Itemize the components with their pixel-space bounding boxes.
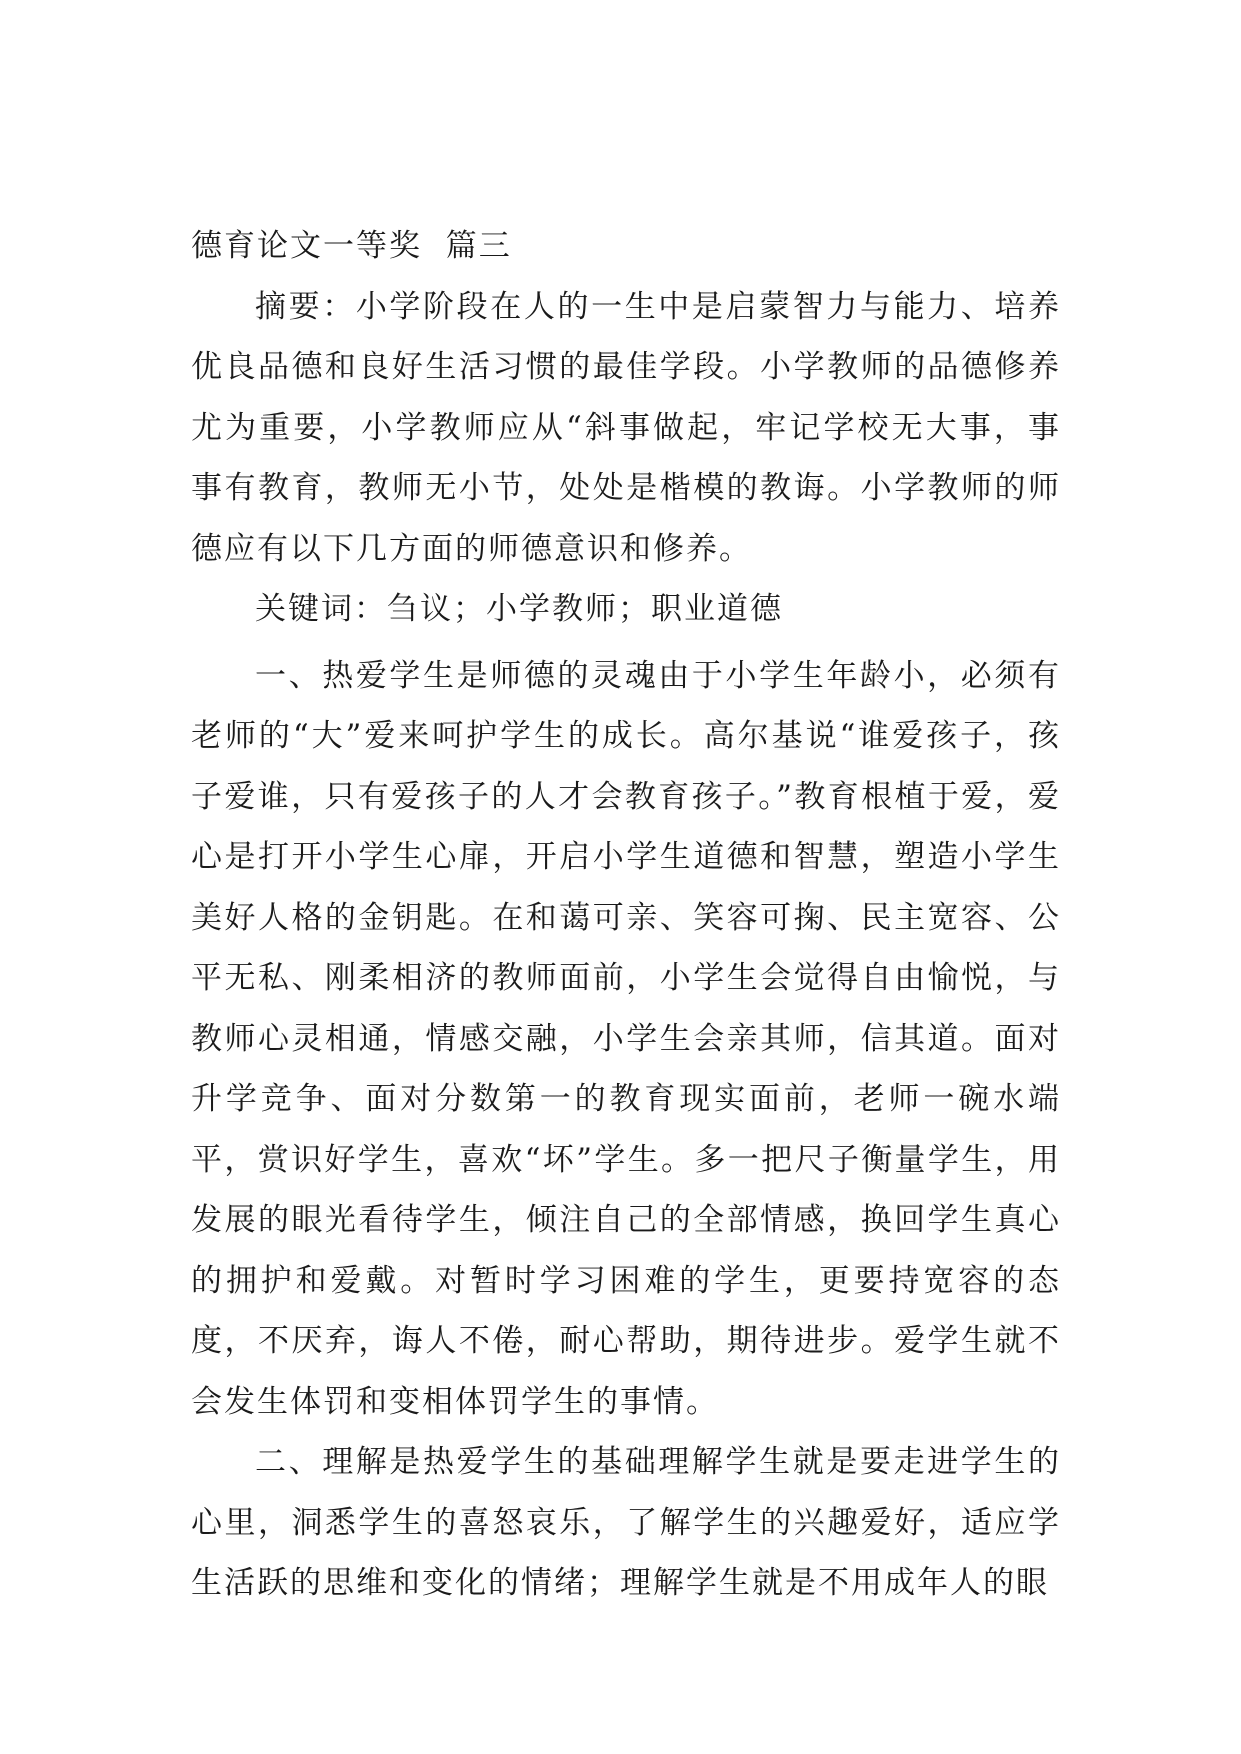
document-body (191, 216, 1061, 1614)
abstract-paragraph: 摘要：小学阶段在人的一生中是启蒙智力与能力、培养优良品德和良好生活习惯的最佳学段。小学教师的品德修养尤为重要，小学教师应从“斜事做起，牢记学校无大事，事事有教育，教师无小节，处处是楷模的教诲。小学教师的师德应有以下几方面的师德意识和修养。 (191, 288, 1061, 567)
document-title: 德育论文一等奖 篇三 (191, 228, 512, 264)
section-one-paragraph: 一、热爱学生是师德的灵魂由于小学生年龄小，必须有老师的“大”爱来呵护学生的成长。高尔基说“谁爱孩子，孩子爱谁，只有爱孩子的人才会教育孩子。”教育根植于爱，爱心是打开小学生心扉，开启小学生道德和智慧，塑造小学生美好人格的金钥匙。在和蔼可亲、笑容可掬、民主宽容、公平无私、刚柔相济的教师面前，小学生会觉得自由愉悦，与教师心灵相通，情感交融，小学生会亲其师，信其道。面对升学竞争、面对分数第一的教育现实面前，老师一碗水端平，赏识好学生，喜欢“坏”学生。多一把尺子衡量学生，用发展的眼光看待学生，倾注自己的全部情感，换回学生真心的拥护和爱戴。对暂时学习困难的学生，更要持宽容的态度，不厌弃，诲人不倦，耐心帮助，期待进步。爱学生就不会发生体罚和变相体罚学生的事情。 (191, 657, 1061, 1420)
section-two-paragraph: 二、理解是热爱学生的基础理解学生就是要走进学生的心里，洞悉学生的喜怒哀乐，了解学生的兴趣爱好，适应学生活跃的思维和变化的情绪；理解学生就是不用成年人的眼 (191, 1444, 1061, 1601)
keywords-paragraph: 关键词：刍议；小学教师；职业道德 (255, 591, 783, 627)
